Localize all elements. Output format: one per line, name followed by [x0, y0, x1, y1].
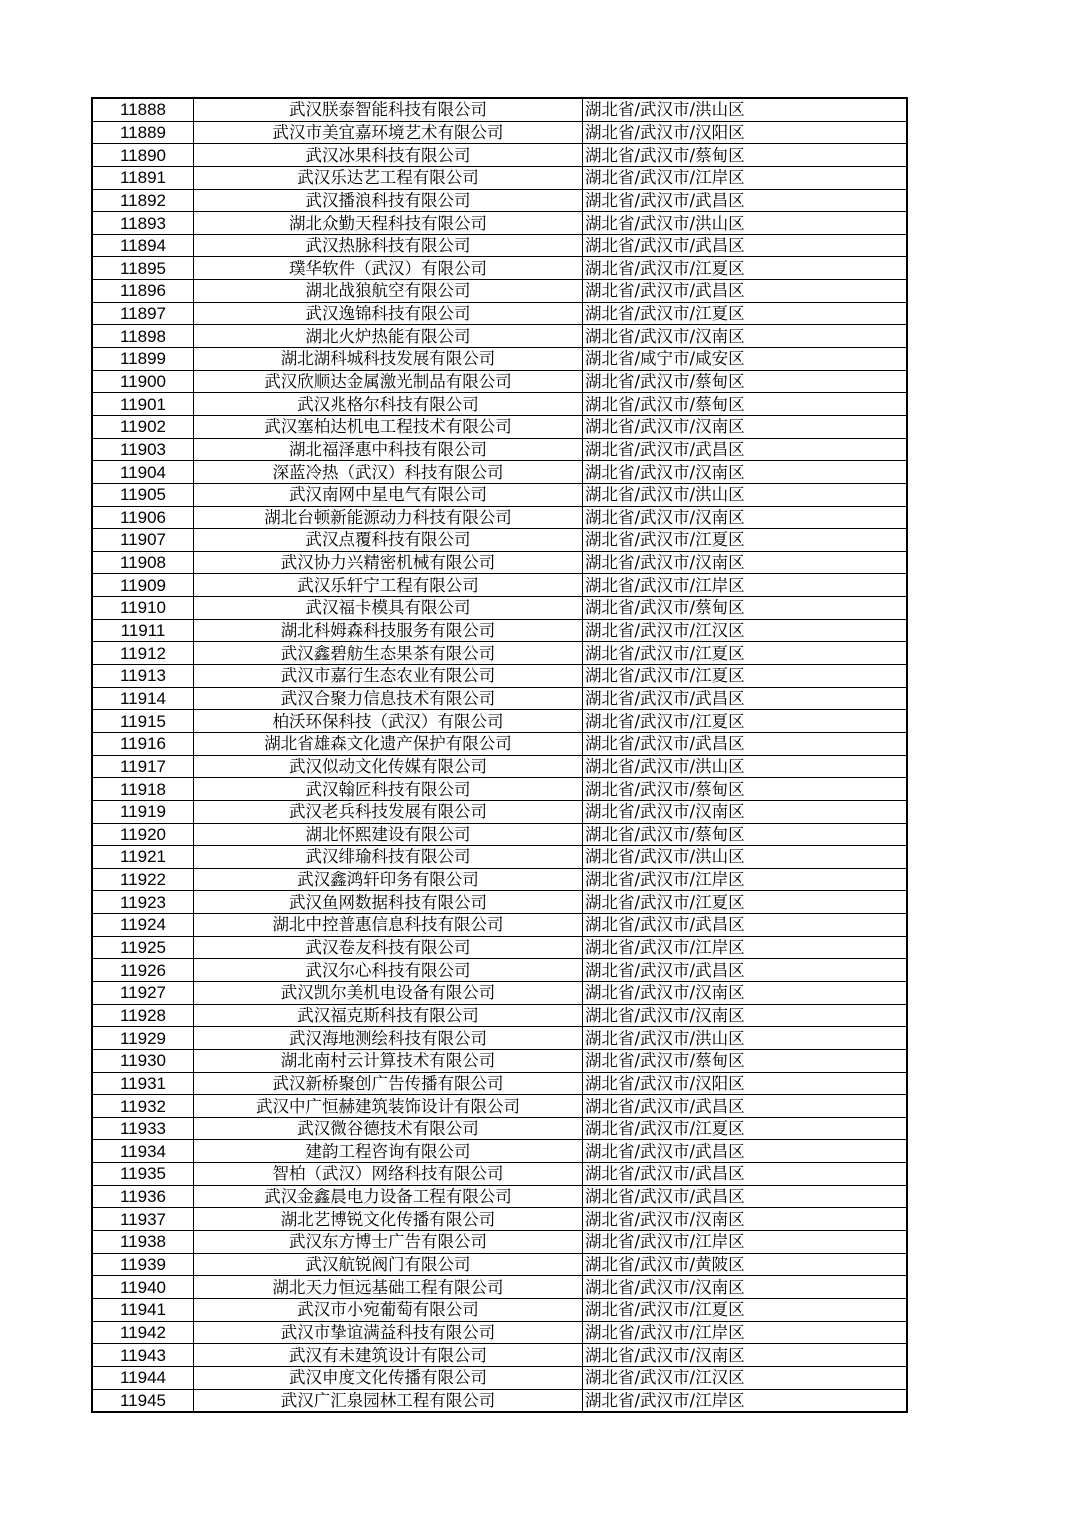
- row-number-cell: 11900: [92, 370, 194, 393]
- row-number-cell: 11895: [92, 257, 194, 280]
- region-cell: 湖北省/武汉市/汉南区: [583, 1208, 908, 1231]
- region-cell: 湖北省/武汉市/洪山区: [583, 483, 908, 506]
- company-name-cell: 璞华软件（武汉）有限公司: [194, 257, 583, 280]
- company-name-cell: 武汉鑫鸿轩印务有限公司: [194, 868, 583, 891]
- row-number-cell: 11912: [92, 642, 194, 665]
- company-name-cell: 武汉鑫碧舫生态果茶有限公司: [194, 642, 583, 665]
- row-number-cell: 11907: [92, 529, 194, 552]
- region-cell: 湖北省/武汉市/蔡甸区: [583, 1049, 908, 1072]
- row-number-cell: 11914: [92, 687, 194, 710]
- region-cell: 湖北省/武汉市/蔡甸区: [583, 778, 908, 801]
- table-row: [92, 1117, 907, 1140]
- company-name-cell: 武汉兆格尔科技有限公司: [194, 393, 583, 416]
- row-number-cell: 11933: [92, 1117, 194, 1140]
- company-name-cell: 武汉东方博士广告有限公司: [194, 1231, 583, 1254]
- row-number-cell: 11899: [92, 348, 194, 371]
- company-name-cell: 武汉似动文化传媒有限公司: [194, 755, 583, 778]
- table-row: [92, 1185, 907, 1208]
- row-number-cell: 11919: [92, 800, 194, 823]
- row-number-cell: 11936: [92, 1185, 194, 1208]
- row-number-cell: 11906: [92, 506, 194, 529]
- region-cell: 湖北省/咸宁市/咸安区: [583, 348, 908, 371]
- company-name-cell: 湖北南村云计算技术有限公司: [194, 1049, 583, 1072]
- row-number-cell: 11937: [92, 1208, 194, 1231]
- row-number-cell: 11903: [92, 438, 194, 461]
- company-name-cell: 智柏（武汉）网络科技有限公司: [194, 1163, 583, 1186]
- row-number-cell: 11902: [92, 415, 194, 438]
- row-number-cell: 11943: [92, 1344, 194, 1367]
- region-cell: 湖北省/武汉市/江夏区: [583, 1117, 908, 1140]
- region-cell: 湖北省/武汉市/洪山区: [583, 846, 908, 869]
- company-name-cell: 武汉航锐阀门有限公司: [194, 1253, 583, 1276]
- table-row: [92, 619, 907, 642]
- table-row: [92, 121, 907, 144]
- company-name-cell: 柏沃环保科技（武汉）有限公司: [194, 710, 583, 733]
- region-cell: 湖北省/武汉市/汉南区: [583, 800, 908, 823]
- row-number-cell: 11928: [92, 1004, 194, 1027]
- company-name-cell: 武汉冰果科技有限公司: [194, 144, 583, 167]
- company-name-cell: 武汉市嘉行生态农业有限公司: [194, 665, 583, 688]
- company-name-cell: 武汉塞柏达机电工程技术有限公司: [194, 415, 583, 438]
- region-cell: 湖北省/武汉市/武昌区: [583, 234, 908, 257]
- region-cell: 湖北省/武汉市/江岸区: [583, 868, 908, 891]
- row-number-cell: 11898: [92, 325, 194, 348]
- company-name-cell: 武汉鱼网数据科技有限公司: [194, 891, 583, 914]
- region-cell: 湖北省/武汉市/武昌区: [583, 280, 908, 303]
- region-cell: 湖北省/武汉市/汉南区: [583, 506, 908, 529]
- company-name-cell: 武汉合聚力信息技术有限公司: [194, 687, 583, 710]
- table-row: [92, 98, 907, 121]
- row-number-cell: 11904: [92, 461, 194, 484]
- table-row: [92, 529, 907, 552]
- row-number-cell: 11896: [92, 280, 194, 303]
- region-cell: 湖北省/武汉市/汉南区: [583, 551, 908, 574]
- table-row: [92, 800, 907, 823]
- company-name-cell: 武汉翰匠科技有限公司: [194, 778, 583, 801]
- company-name-cell: 湖北省雄森文化遗产保护有限公司: [194, 732, 583, 755]
- row-number-cell: 11922: [92, 868, 194, 891]
- table-row: [92, 846, 907, 869]
- row-number-cell: 11911: [92, 619, 194, 642]
- region-cell: 湖北省/武汉市/江岸区: [583, 166, 908, 189]
- region-cell: 湖北省/武汉市/江夏区: [583, 665, 908, 688]
- table-row: [92, 936, 907, 959]
- company-name-cell: 武汉热脉科技有限公司: [194, 234, 583, 257]
- region-cell: 湖北省/武汉市/蔡甸区: [583, 597, 908, 620]
- table-row: [92, 1004, 907, 1027]
- company-name-cell: 建韵工程咨询有限公司: [194, 1140, 583, 1163]
- table-row: [92, 959, 907, 982]
- table-row: [92, 891, 907, 914]
- row-number-cell: 11927: [92, 981, 194, 1004]
- company-name-cell: 武汉卷友科技有限公司: [194, 936, 583, 959]
- company-name-cell: 武汉乐轩宁工程有限公司: [194, 574, 583, 597]
- company-list-table: [91, 97, 908, 1413]
- table-row: [92, 732, 907, 755]
- company-name-cell: 武汉申度文化传播有限公司: [194, 1366, 583, 1389]
- company-name-cell: 湖北台顿新能源动力科技有限公司: [194, 506, 583, 529]
- region-cell: 湖北省/武汉市/武昌区: [583, 438, 908, 461]
- region-cell: 湖北省/武汉市/汉阳区: [583, 121, 908, 144]
- table-row: [92, 393, 907, 416]
- row-number-cell: 11932: [92, 1095, 194, 1118]
- company-name-cell: 武汉有未建筑设计有限公司: [194, 1344, 583, 1367]
- table-row: [92, 1072, 907, 1095]
- region-cell: 湖北省/武汉市/江汉区: [583, 619, 908, 642]
- region-cell: 湖北省/武汉市/武昌区: [583, 1095, 908, 1118]
- table-row: [92, 461, 907, 484]
- row-number-cell: 11890: [92, 144, 194, 167]
- region-cell: 湖北省/武汉市/汉南区: [583, 1344, 908, 1367]
- company-name-cell: 武汉绯瑜科技有限公司: [194, 846, 583, 869]
- company-name-cell: 湖北怀熙建设有限公司: [194, 823, 583, 846]
- table-row: [92, 348, 907, 371]
- table-row: [92, 1163, 907, 1186]
- row-number-cell: 11930: [92, 1049, 194, 1072]
- row-number-cell: 11920: [92, 823, 194, 846]
- row-number-cell: 11935: [92, 1163, 194, 1186]
- region-cell: 湖北省/武汉市/武昌区: [583, 914, 908, 937]
- company-name-cell: 武汉播浪科技有限公司: [194, 189, 583, 212]
- row-number-cell: 11891: [92, 166, 194, 189]
- company-name-cell: 武汉凯尔美机电设备有限公司: [194, 981, 583, 1004]
- region-cell: 湖北省/武汉市/江夏区: [583, 257, 908, 280]
- table-row: [92, 687, 907, 710]
- row-number-cell: 11897: [92, 302, 194, 325]
- row-number-cell: 11917: [92, 755, 194, 778]
- table-row: [92, 1344, 907, 1367]
- row-number-cell: 11918: [92, 778, 194, 801]
- row-number-cell: 11905: [92, 483, 194, 506]
- row-number-cell: 11944: [92, 1366, 194, 1389]
- table-row: [92, 189, 907, 212]
- table-row: [92, 257, 907, 280]
- row-number-cell: 11924: [92, 914, 194, 937]
- row-number-cell: 11908: [92, 551, 194, 574]
- region-cell: 湖北省/武汉市/黄陂区: [583, 1253, 908, 1276]
- region-cell: 湖北省/武汉市/武昌区: [583, 1163, 908, 1186]
- region-cell: 湖北省/武汉市/洪山区: [583, 1027, 908, 1050]
- table-row: [92, 1049, 907, 1072]
- table-row: [92, 483, 907, 506]
- region-cell: 湖北省/武汉市/汉南区: [583, 461, 908, 484]
- table-row: [92, 144, 907, 167]
- company-name-cell: 武汉新桥聚创广告传播有限公司: [194, 1072, 583, 1095]
- region-cell: 湖北省/武汉市/汉南区: [583, 415, 908, 438]
- region-cell: 湖北省/武汉市/江岸区: [583, 574, 908, 597]
- company-name-cell: 武汉市小宛葡萄有限公司: [194, 1298, 583, 1321]
- company-name-cell: 武汉市挚谊满益科技有限公司: [194, 1321, 583, 1344]
- row-number-cell: 11894: [92, 234, 194, 257]
- company-name-cell: 武汉福卡模具有限公司: [194, 597, 583, 620]
- table-row: [92, 642, 907, 665]
- region-cell: 湖北省/武汉市/洪山区: [583, 98, 908, 121]
- company-name-cell: 武汉市美宜嘉环境艺术有限公司: [194, 121, 583, 144]
- table-row: [92, 914, 907, 937]
- row-number-cell: 11916: [92, 732, 194, 755]
- company-name-cell: 湖北中控普惠信息科技有限公司: [194, 914, 583, 937]
- company-name-cell: 武汉欣顺达金属激光制品有限公司: [194, 370, 583, 393]
- region-cell: 湖北省/武汉市/江夏区: [583, 891, 908, 914]
- region-cell: 湖北省/武汉市/蔡甸区: [583, 823, 908, 846]
- company-name-cell: 湖北战狼航空有限公司: [194, 280, 583, 303]
- company-name-cell: 武汉尔心科技有限公司: [194, 959, 583, 982]
- region-cell: 湖北省/武汉市/汉南区: [583, 325, 908, 348]
- region-cell: 湖北省/武汉市/汉南区: [583, 1276, 908, 1299]
- region-cell: 湖北省/武汉市/江夏区: [583, 710, 908, 733]
- table-body: [92, 98, 907, 1412]
- company-name-cell: 武汉南网中星电气有限公司: [194, 483, 583, 506]
- region-cell: 湖北省/武汉市/洪山区: [583, 755, 908, 778]
- region-cell: 湖北省/武汉市/武昌区: [583, 959, 908, 982]
- table-row: [92, 574, 907, 597]
- region-cell: 湖北省/武汉市/江岸区: [583, 1389, 908, 1412]
- region-cell: 湖北省/武汉市/江夏区: [583, 1298, 908, 1321]
- company-name-cell: 武汉广汇泉园林工程有限公司: [194, 1389, 583, 1412]
- row-number-cell: 11934: [92, 1140, 194, 1163]
- table-row: [92, 415, 907, 438]
- table-row: [92, 234, 907, 257]
- table-row: [92, 823, 907, 846]
- company-name-cell: 武汉逸锦科技有限公司: [194, 302, 583, 325]
- company-name-cell: 湖北福泽惠中科技有限公司: [194, 438, 583, 461]
- region-cell: 湖北省/武汉市/江汉区: [583, 1366, 908, 1389]
- row-number-cell: 11929: [92, 1027, 194, 1050]
- region-cell: 湖北省/武汉市/武昌区: [583, 732, 908, 755]
- row-number-cell: 11892: [92, 189, 194, 212]
- company-name-cell: 湖北湖科城科技发展有限公司: [194, 348, 583, 371]
- company-name-cell: 湖北众勤天程科技有限公司: [194, 212, 583, 235]
- region-cell: 湖北省/武汉市/武昌区: [583, 687, 908, 710]
- table-row: [92, 1366, 907, 1389]
- row-number-cell: 11893: [92, 212, 194, 235]
- table-row: [92, 981, 907, 1004]
- table-row: [92, 1095, 907, 1118]
- region-cell: 湖北省/武汉市/汉南区: [583, 981, 908, 1004]
- table-row: [92, 665, 907, 688]
- row-number-cell: 11926: [92, 959, 194, 982]
- table-row: [92, 710, 907, 733]
- table-row: [92, 1231, 907, 1254]
- row-number-cell: 11889: [92, 121, 194, 144]
- region-cell: 湖北省/武汉市/江夏区: [583, 529, 908, 552]
- table-row: [92, 438, 907, 461]
- table-row: [92, 212, 907, 235]
- region-cell: 湖北省/武汉市/武昌区: [583, 189, 908, 212]
- company-name-cell: 武汉金鑫晨电力设备工程有限公司: [194, 1185, 583, 1208]
- table-row: [92, 302, 907, 325]
- region-cell: 湖北省/武汉市/汉南区: [583, 1004, 908, 1027]
- table-row: [92, 506, 907, 529]
- table-row: [92, 551, 907, 574]
- row-number-cell: 11915: [92, 710, 194, 733]
- table-row: [92, 1027, 907, 1050]
- table-row: [92, 868, 907, 891]
- table-row: [92, 1208, 907, 1231]
- row-number-cell: 11939: [92, 1253, 194, 1276]
- region-cell: 湖北省/武汉市/洪山区: [583, 212, 908, 235]
- company-name-cell: 武汉福克斯科技有限公司: [194, 1004, 583, 1027]
- company-name-cell: 武汉中广恒赫建筑装饰设计有限公司: [194, 1095, 583, 1118]
- region-cell: 湖北省/武汉市/武昌区: [583, 1185, 908, 1208]
- company-name-cell: 湖北火炉热能有限公司: [194, 325, 583, 348]
- row-number-cell: 11931: [92, 1072, 194, 1095]
- table-row: [92, 1253, 907, 1276]
- row-number-cell: 11913: [92, 665, 194, 688]
- company-name-cell: 武汉老兵科技发展有限公司: [194, 800, 583, 823]
- region-cell: 湖北省/武汉市/武昌区: [583, 1140, 908, 1163]
- table-row: [92, 1321, 907, 1344]
- table-row: [92, 1276, 907, 1299]
- row-number-cell: 11901: [92, 393, 194, 416]
- company-name-cell: 深蓝冷热（武汉）科技有限公司: [194, 461, 583, 484]
- company-name-cell: 武汉海地测绘科技有限公司: [194, 1027, 583, 1050]
- row-number-cell: 11942: [92, 1321, 194, 1344]
- company-name-cell: 武汉协力兴精密机械有限公司: [194, 551, 583, 574]
- region-cell: 湖北省/武汉市/江岸区: [583, 1231, 908, 1254]
- row-number-cell: 11921: [92, 846, 194, 869]
- region-cell: 湖北省/武汉市/蔡甸区: [583, 370, 908, 393]
- region-cell: 湖北省/武汉市/江夏区: [583, 642, 908, 665]
- row-number-cell: 11909: [92, 574, 194, 597]
- row-number-cell: 11938: [92, 1231, 194, 1254]
- region-cell: 湖北省/武汉市/江岸区: [583, 1321, 908, 1344]
- company-name-cell: 武汉朕泰智能科技有限公司: [194, 98, 583, 121]
- company-name-cell: 武汉微谷德技术有限公司: [194, 1117, 583, 1140]
- region-cell: 湖北省/武汉市/江夏区: [583, 302, 908, 325]
- row-number-cell: 11923: [92, 891, 194, 914]
- table-row: [92, 778, 907, 801]
- row-number-cell: 11888: [92, 98, 194, 121]
- table-row: [92, 325, 907, 348]
- table-row: [92, 597, 907, 620]
- company-name-cell: 湖北天力恒远基础工程有限公司: [194, 1276, 583, 1299]
- region-cell: 湖北省/武汉市/江岸区: [583, 936, 908, 959]
- row-number-cell: 11940: [92, 1276, 194, 1299]
- region-cell: 湖北省/武汉市/蔡甸区: [583, 393, 908, 416]
- company-name-cell: 武汉乐达艺工程有限公司: [194, 166, 583, 189]
- table-row: [92, 280, 907, 303]
- row-number-cell: 11945: [92, 1389, 194, 1412]
- table-row: [92, 755, 907, 778]
- row-number-cell: 11941: [92, 1298, 194, 1321]
- company-name-cell: 武汉点覆科技有限公司: [194, 529, 583, 552]
- table-row: [92, 370, 907, 393]
- region-cell: 湖北省/武汉市/汉阳区: [583, 1072, 908, 1095]
- row-number-cell: 11925: [92, 936, 194, 959]
- table-row: [92, 1140, 907, 1163]
- company-name-cell: 湖北艺博锐文化传播有限公司: [194, 1208, 583, 1231]
- company-name-cell: 湖北科姆森科技服务有限公司: [194, 619, 583, 642]
- table-row: [92, 166, 907, 189]
- row-number-cell: 11910: [92, 597, 194, 620]
- table-row: [92, 1389, 907, 1412]
- region-cell: 湖北省/武汉市/蔡甸区: [583, 144, 908, 167]
- table-row: [92, 1298, 907, 1321]
